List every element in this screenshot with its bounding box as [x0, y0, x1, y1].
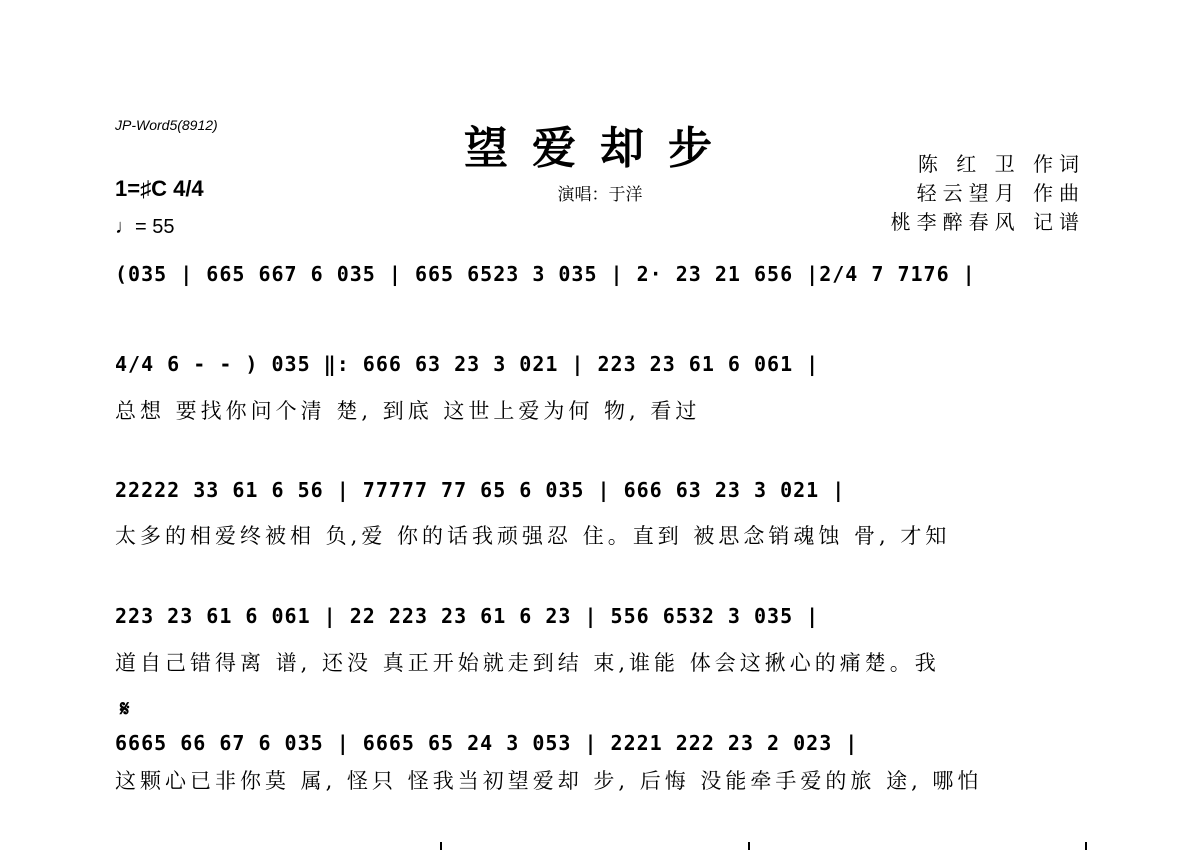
- singer-label: 演唱：于洋: [557, 185, 643, 205]
- lyricist-credit: 陈 红 卫 作词: [917, 152, 1085, 176]
- barline-partial: [440, 842, 442, 850]
- lyric-line-5: 这颗心已非你莫 属, 怪只 怪我当初望爱却 步, 后悔 没能牵手爱的旅 途, 哪怕: [115, 769, 983, 793]
- tempo-marking: ♩= 55: [115, 216, 175, 238]
- lyric-line-3: 太多的相爱终被相 负,爱 你的话我顽强忍 住。直到 被思念销魂蚀 骨, 才知: [115, 524, 951, 548]
- song-title: 望爱却步: [464, 123, 736, 174]
- composer-credit: 轻云望月 作曲: [916, 181, 1085, 205]
- lyric-line-2: 总想 要找你问个清 楚, 到底 这世上爱为何 物, 看过: [115, 399, 701, 423]
- score-line-3: 22222 33 61 6 56 | 77777 77 65 6 035 | 666 63 23 3 021 |: [115, 478, 846, 502]
- score-line-5: 6665 66 67 6 035 | 6665 65 24 3 053 | 2221 222 23 2 023 |: [115, 731, 859, 755]
- barline-partial: [1085, 842, 1087, 850]
- software-label: JP-Word5(8912): [115, 117, 218, 133]
- transcriber-credit: 桃李醉春风 记谱: [890, 210, 1085, 234]
- score-line-4: 223 23 61 6 061 | 22 223 23 61 6 23 | 556 6532 3 035 |: [115, 604, 820, 628]
- lyric-line-4: 道自己错得离 谱, 还没 真正开始就走到结 束,谁能 体会这揪心的痛楚。我: [115, 651, 940, 675]
- key-signature: 1=♯C 4/4: [115, 176, 204, 201]
- barline-partial: [748, 842, 750, 850]
- score-line-2: 4/4 6 - - ) 035 ‖: 666 63 23 3 021 | 223 23 61 6 061 |: [115, 352, 820, 376]
- segno-sign: 𝄋: [120, 697, 130, 722]
- score-line-1: (035 | 665 667 6 035 | 665 6523 3 035 | 2· 23 21 656 |2/4 7 7176 |: [115, 262, 976, 286]
